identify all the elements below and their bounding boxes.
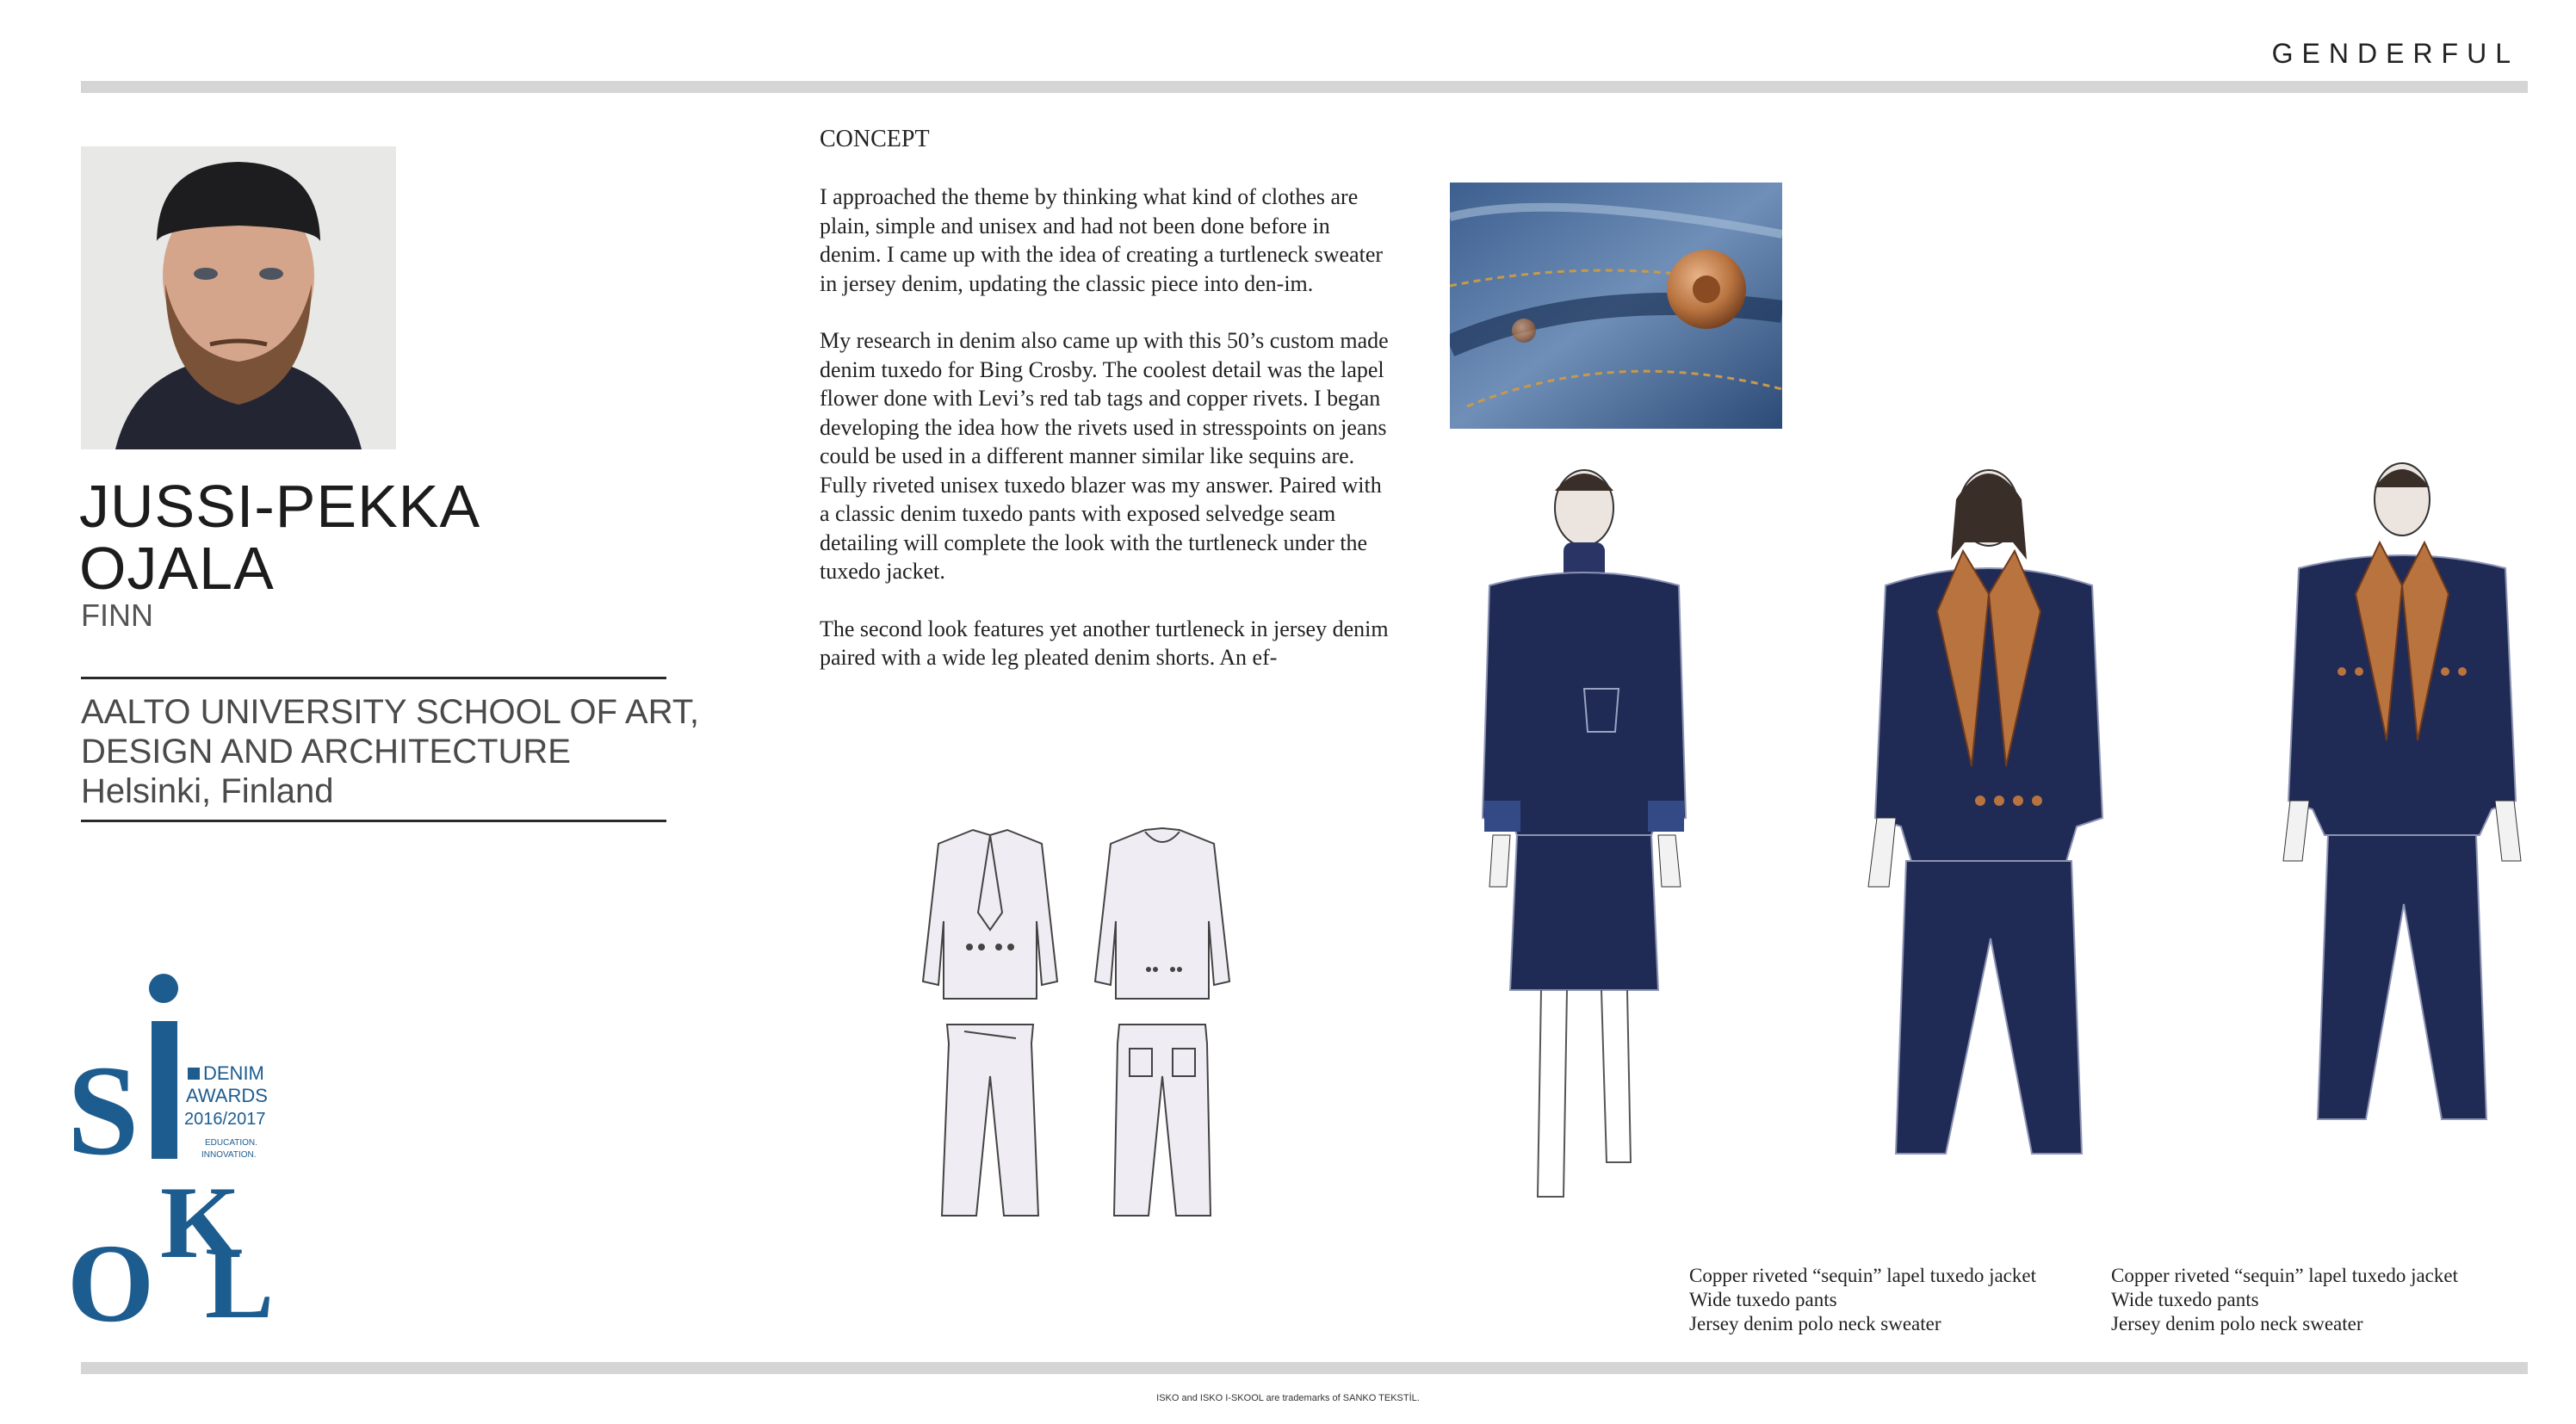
trademark-footer: ISKO and ISKO I-SKOOL are trademarks of SANKO TEKSTİL.: [1156, 1393, 1420, 1403]
top-rule: [81, 81, 2528, 93]
concept-body: [820, 183, 1396, 701]
caption-line: Jersey denim polo neck sweater: [1689, 1313, 1941, 1334]
caption-line: Wide tuxedo pants: [2111, 1289, 2259, 1310]
name-line-1: JUSSI-PEKKA: [79, 473, 481, 540]
svg-text:O: O: [67, 1222, 155, 1334]
designer-portrait: [81, 146, 396, 449]
svg-text:S: S: [67, 1039, 139, 1182]
designer-nationality: FINN: [81, 597, 153, 633]
concept-title: CONCEPT: [820, 126, 930, 152]
name-line-2: OJALA: [79, 535, 275, 602]
logo-years: 2016/2017: [184, 1110, 266, 1129]
school-info: [81, 692, 699, 811]
svg-text:K: K: [160, 1165, 241, 1279]
look-caption-2: [2111, 1264, 2458, 1336]
concept-paragraph: The second look features yet another turtleneck in jersey denim paired with a wide leg pleated denim shorts. An ef-: [820, 616, 1389, 670]
caption-line: Wide tuxedo pants: [1689, 1289, 1837, 1310]
logo-denim: DENIM: [203, 1062, 264, 1084]
denim-rivet-photo: [1450, 183, 1782, 429]
brand-title: GENDERFUL: [2271, 38, 2519, 69]
logo-awards: AWARDS: [186, 1085, 268, 1106]
caption-line: Jersey denim polo neck sweater: [2111, 1313, 2363, 1334]
caption-line: Copper riveted “sequin” lapel tuxedo jacket: [2111, 1265, 2458, 1286]
illustration-look-2: [1851, 456, 2127, 1214]
logo-tag-2: INNOVATION.: [201, 1150, 257, 1160]
school-line-1: AALTO UNIVERSITY SCHOOL OF ART,: [81, 693, 699, 731]
look-caption-1: [1689, 1264, 2036, 1336]
illustration-look-3: [2273, 456, 2531, 1179]
svg-text:L: L: [205, 1225, 275, 1334]
technical-flats: [904, 818, 1248, 1223]
concept-paragraph: My research in denim also came up with this 50’s custom made denim tuxedo for Bing Crosby. The coolest detail was the lapel flower done with Levi’s red tab tags and copper rivets. I began developing the idea how the rivets used in stresspoints on jeans could be used in a different manner similar like sequins are. Fully riveted unisex tuxedo blazer was my answer. Paired with a classic denim tuxedo pants with exposed selvedge seam detailing will complete the look with the turtleneck under the tuxedo jacket.: [820, 328, 1389, 584]
concept-paragraph: I approached the theme by thinking what kind of clothes are plain, simple and unisex and had not been done before in denim. I came up with the idea of creating a turtleneck sweater in jersey denim, updating the classic piece into den-im.: [820, 184, 1384, 296]
illustration-look-1: [1455, 456, 1713, 1231]
caption-line: Copper riveted “sequin” lapel tuxedo jacket: [1689, 1265, 2036, 1286]
divider: [81, 820, 666, 822]
school-line-2: DESIGN AND ARCHITECTURE: [81, 733, 571, 771]
i-skool-denim-awards-logo: [67, 973, 291, 1334]
designer-name: [79, 473, 481, 602]
logo-tag-1: EDUCATION.: [205, 1138, 257, 1148]
bottom-rule: [81, 1362, 2528, 1374]
divider: [81, 677, 666, 679]
school-location: Helsinki, Finland: [81, 772, 334, 810]
